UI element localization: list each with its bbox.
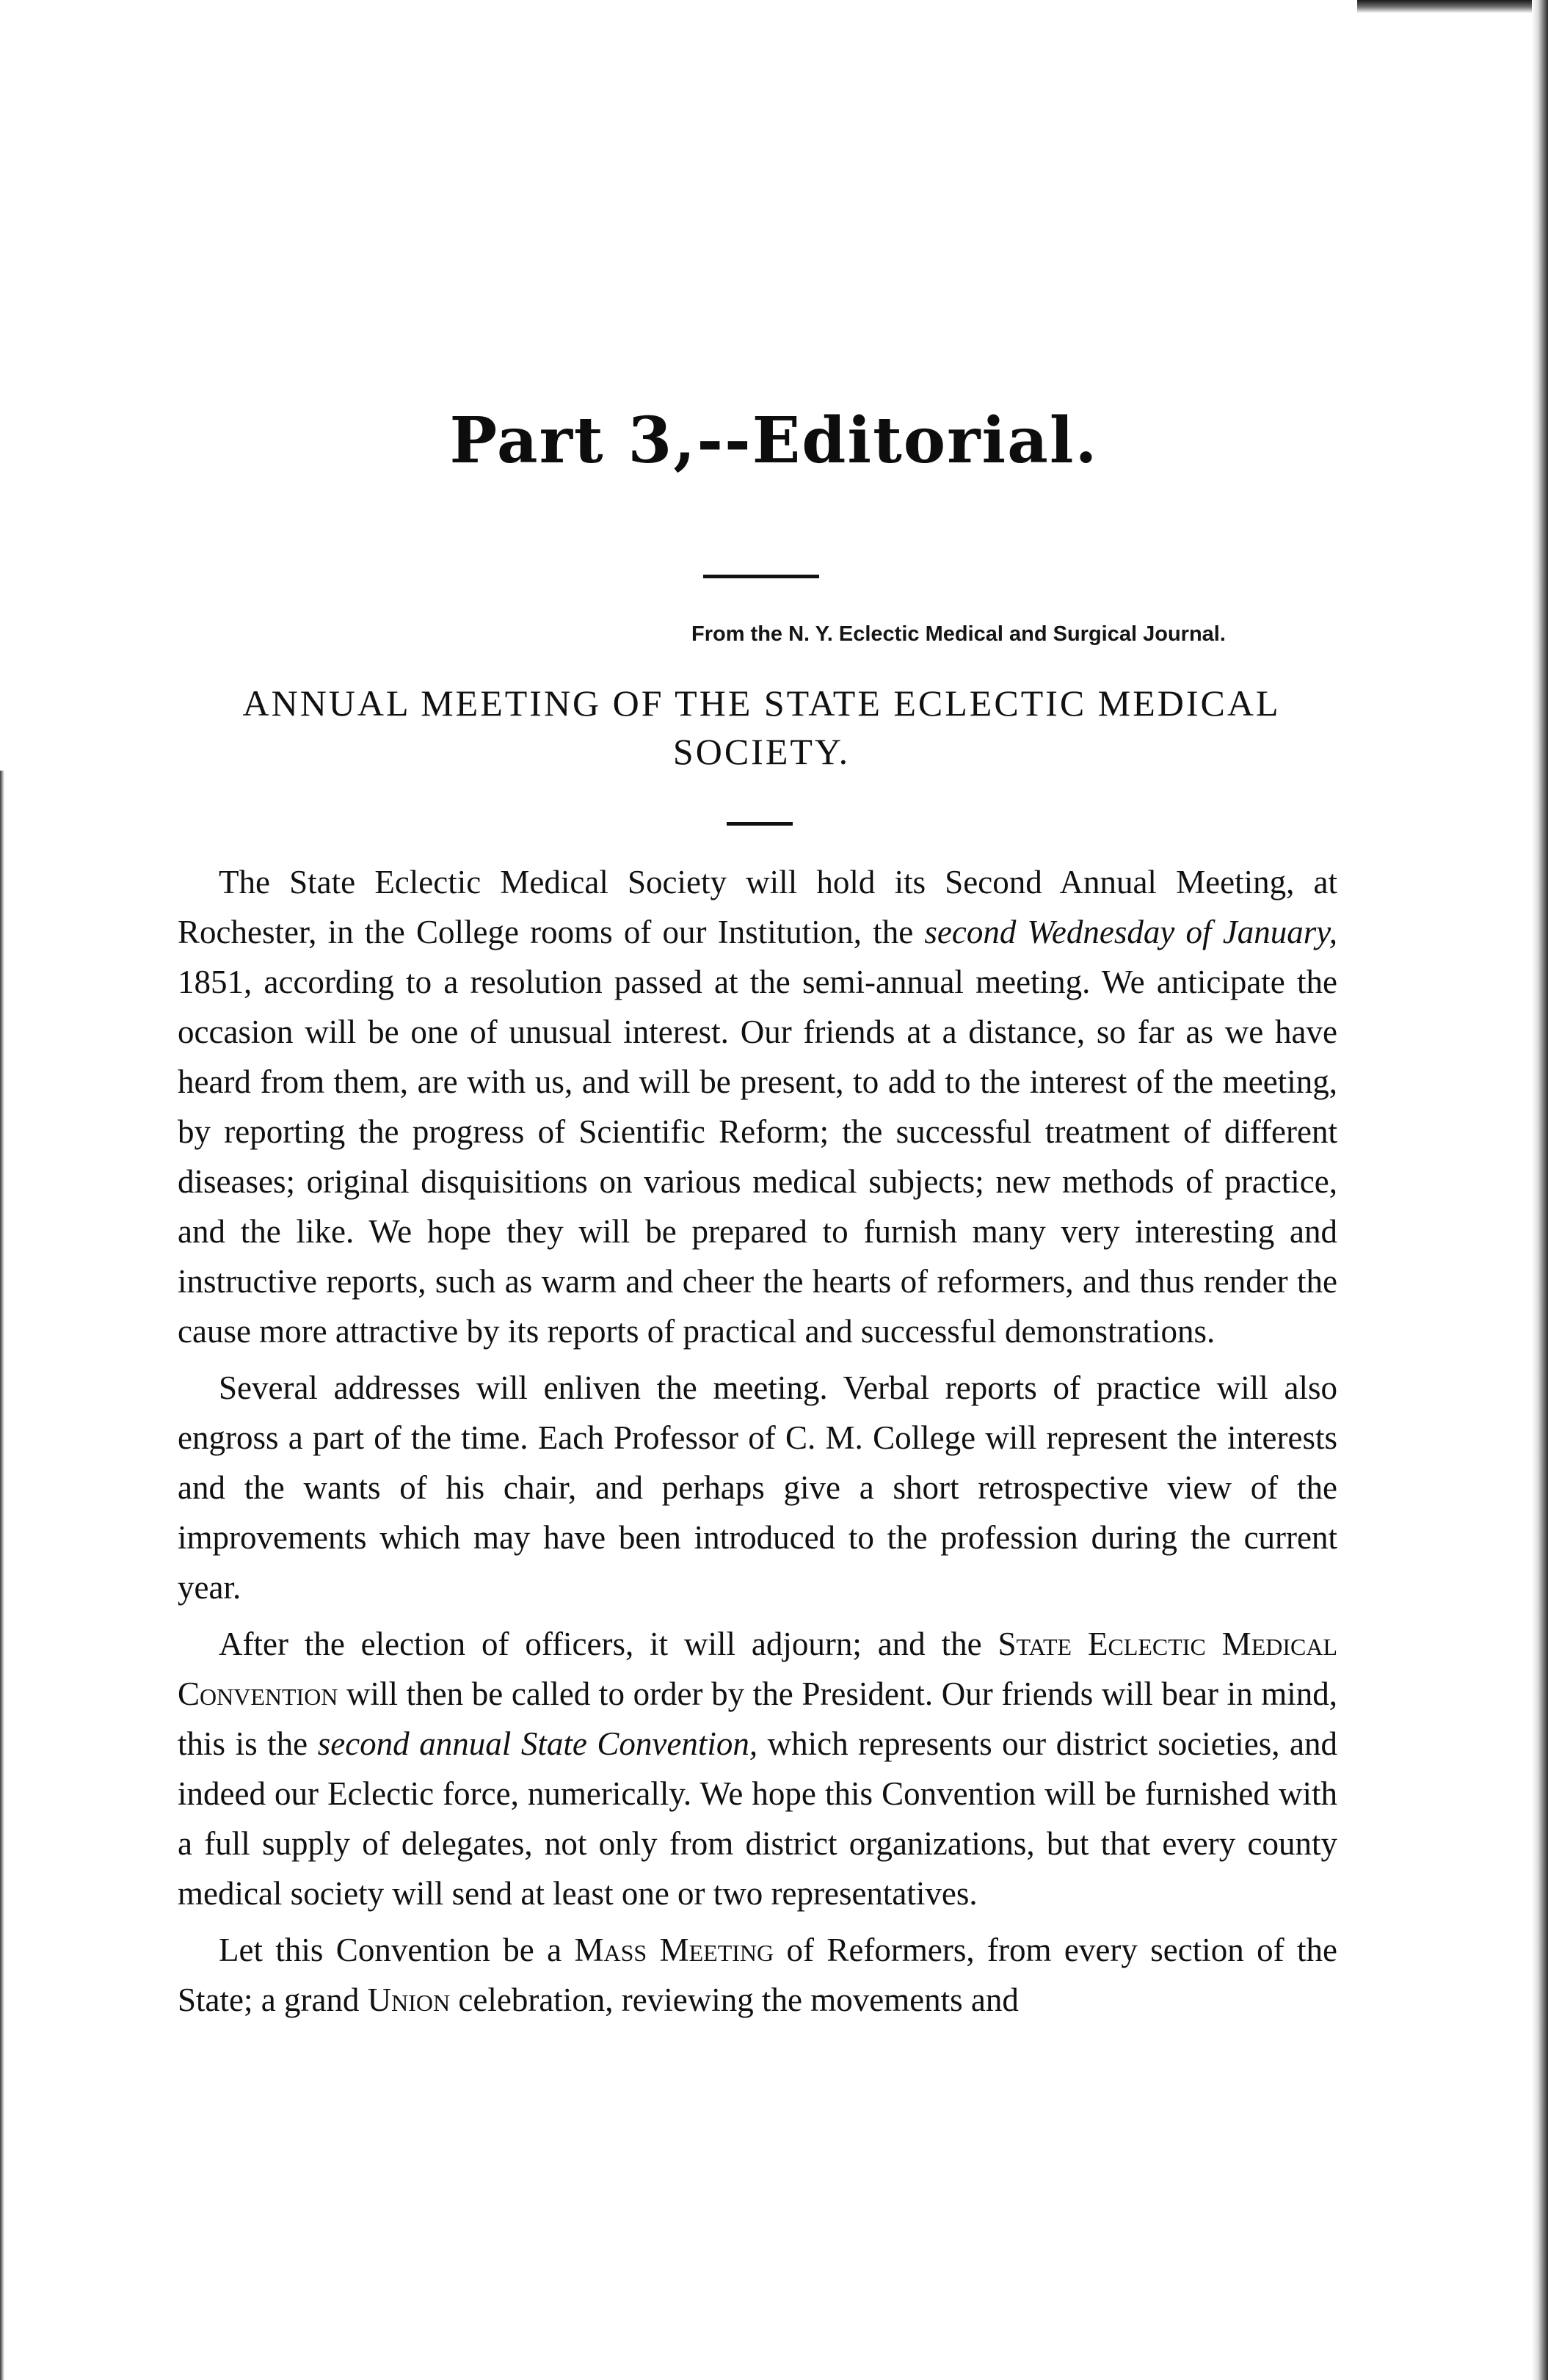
title-divider xyxy=(703,575,819,578)
source-attribution: From the N. Y. Eclectic Medical and Surgical Journal. xyxy=(691,622,1226,646)
paragraph-4-small-caps-union: Union xyxy=(367,1981,451,2018)
paragraph-4 xyxy=(178,1925,1337,2025)
page-edge-shadow-right xyxy=(1532,0,1548,2380)
paragraph-3-text-e: which represents our district societies, and indeed our Eclectic force, numerically. We hope this Convention will be furnished with a full supply of delegates, not only from district organizations, but that every county medical society will send at least one or two representatives. xyxy=(178,1725,1338,1912)
paragraph-4-text-e: celebration, reviewing the movements and xyxy=(450,1981,1019,2018)
paragraph-3-text-c: will then be called to order by the President. Our friends will bear in mind, this is the xyxy=(178,1675,1337,1762)
paragraph-4-text-c: of Reformers, from every section of the State; a grand xyxy=(178,1932,1337,2018)
paragraph-3-text-a: After the election of officers, it will adjourn; and the xyxy=(219,1626,998,1662)
paragraph-4-text-a: Let this Convention be a xyxy=(219,1932,575,1968)
paragraph-3 xyxy=(178,1619,1337,1918)
paragraph-1 xyxy=(178,857,1337,1356)
paragraph-1-italic-date: second Wednesday of January, xyxy=(924,914,1337,950)
paragraph-2: Several addresses will enliven the meeting. Verbal reports of practice will also engross a part of the time. Each Professor of C. M. College will represent the interests and the wants of his chair, and perhaps give a short retrospective view of the improvements which may have been introduced to the profession during the current year. xyxy=(178,1369,1337,1606)
paragraph-1-text-c: 1851, according to a resolution passed at the semi-annual meeting. We anticipate the occasion will be one of unusual interest. Our friends at a distance, so far as we have heard from them, are with us, and will be present, to add to the interest of the meeting, by reporting the progress of Scientific Reform; the successful treatment of different diseases; original disquisitions on various medical subjects; new methods of practice, and the like. We hope they will be prepared to furnish many very interesting and instructive reports, such as warm and cheer the hearts of reformers, and thus render the cause more attractive by its reports of practical and successful demonstrations. xyxy=(178,964,1337,1350)
paragraph-1-text-a: The State Eclectic Medical Society will hold its Second Annual Meeting, at Rochester, in the College rooms of our Institution, the xyxy=(178,864,1337,950)
article-body xyxy=(178,857,1337,2031)
paragraph-3-italic-convention: second annual State Convention, xyxy=(317,1725,758,1762)
heading-divider xyxy=(727,822,793,826)
part-title: Part 3,--Editorial. xyxy=(449,404,1099,478)
page-edge-shadow-left xyxy=(0,771,4,2380)
paragraph-3-small-caps-convention: State Eclectic Medical Convention xyxy=(178,1626,1338,1712)
article-heading: ANNUAL MEETING OF THE STATE ECLECTIC MEDICAL SOCIETY. xyxy=(242,683,1281,772)
paragraph-4-small-caps-mass-meeting: Mass Meeting xyxy=(574,1932,774,1968)
page-edge-shadow-top xyxy=(1357,0,1548,13)
